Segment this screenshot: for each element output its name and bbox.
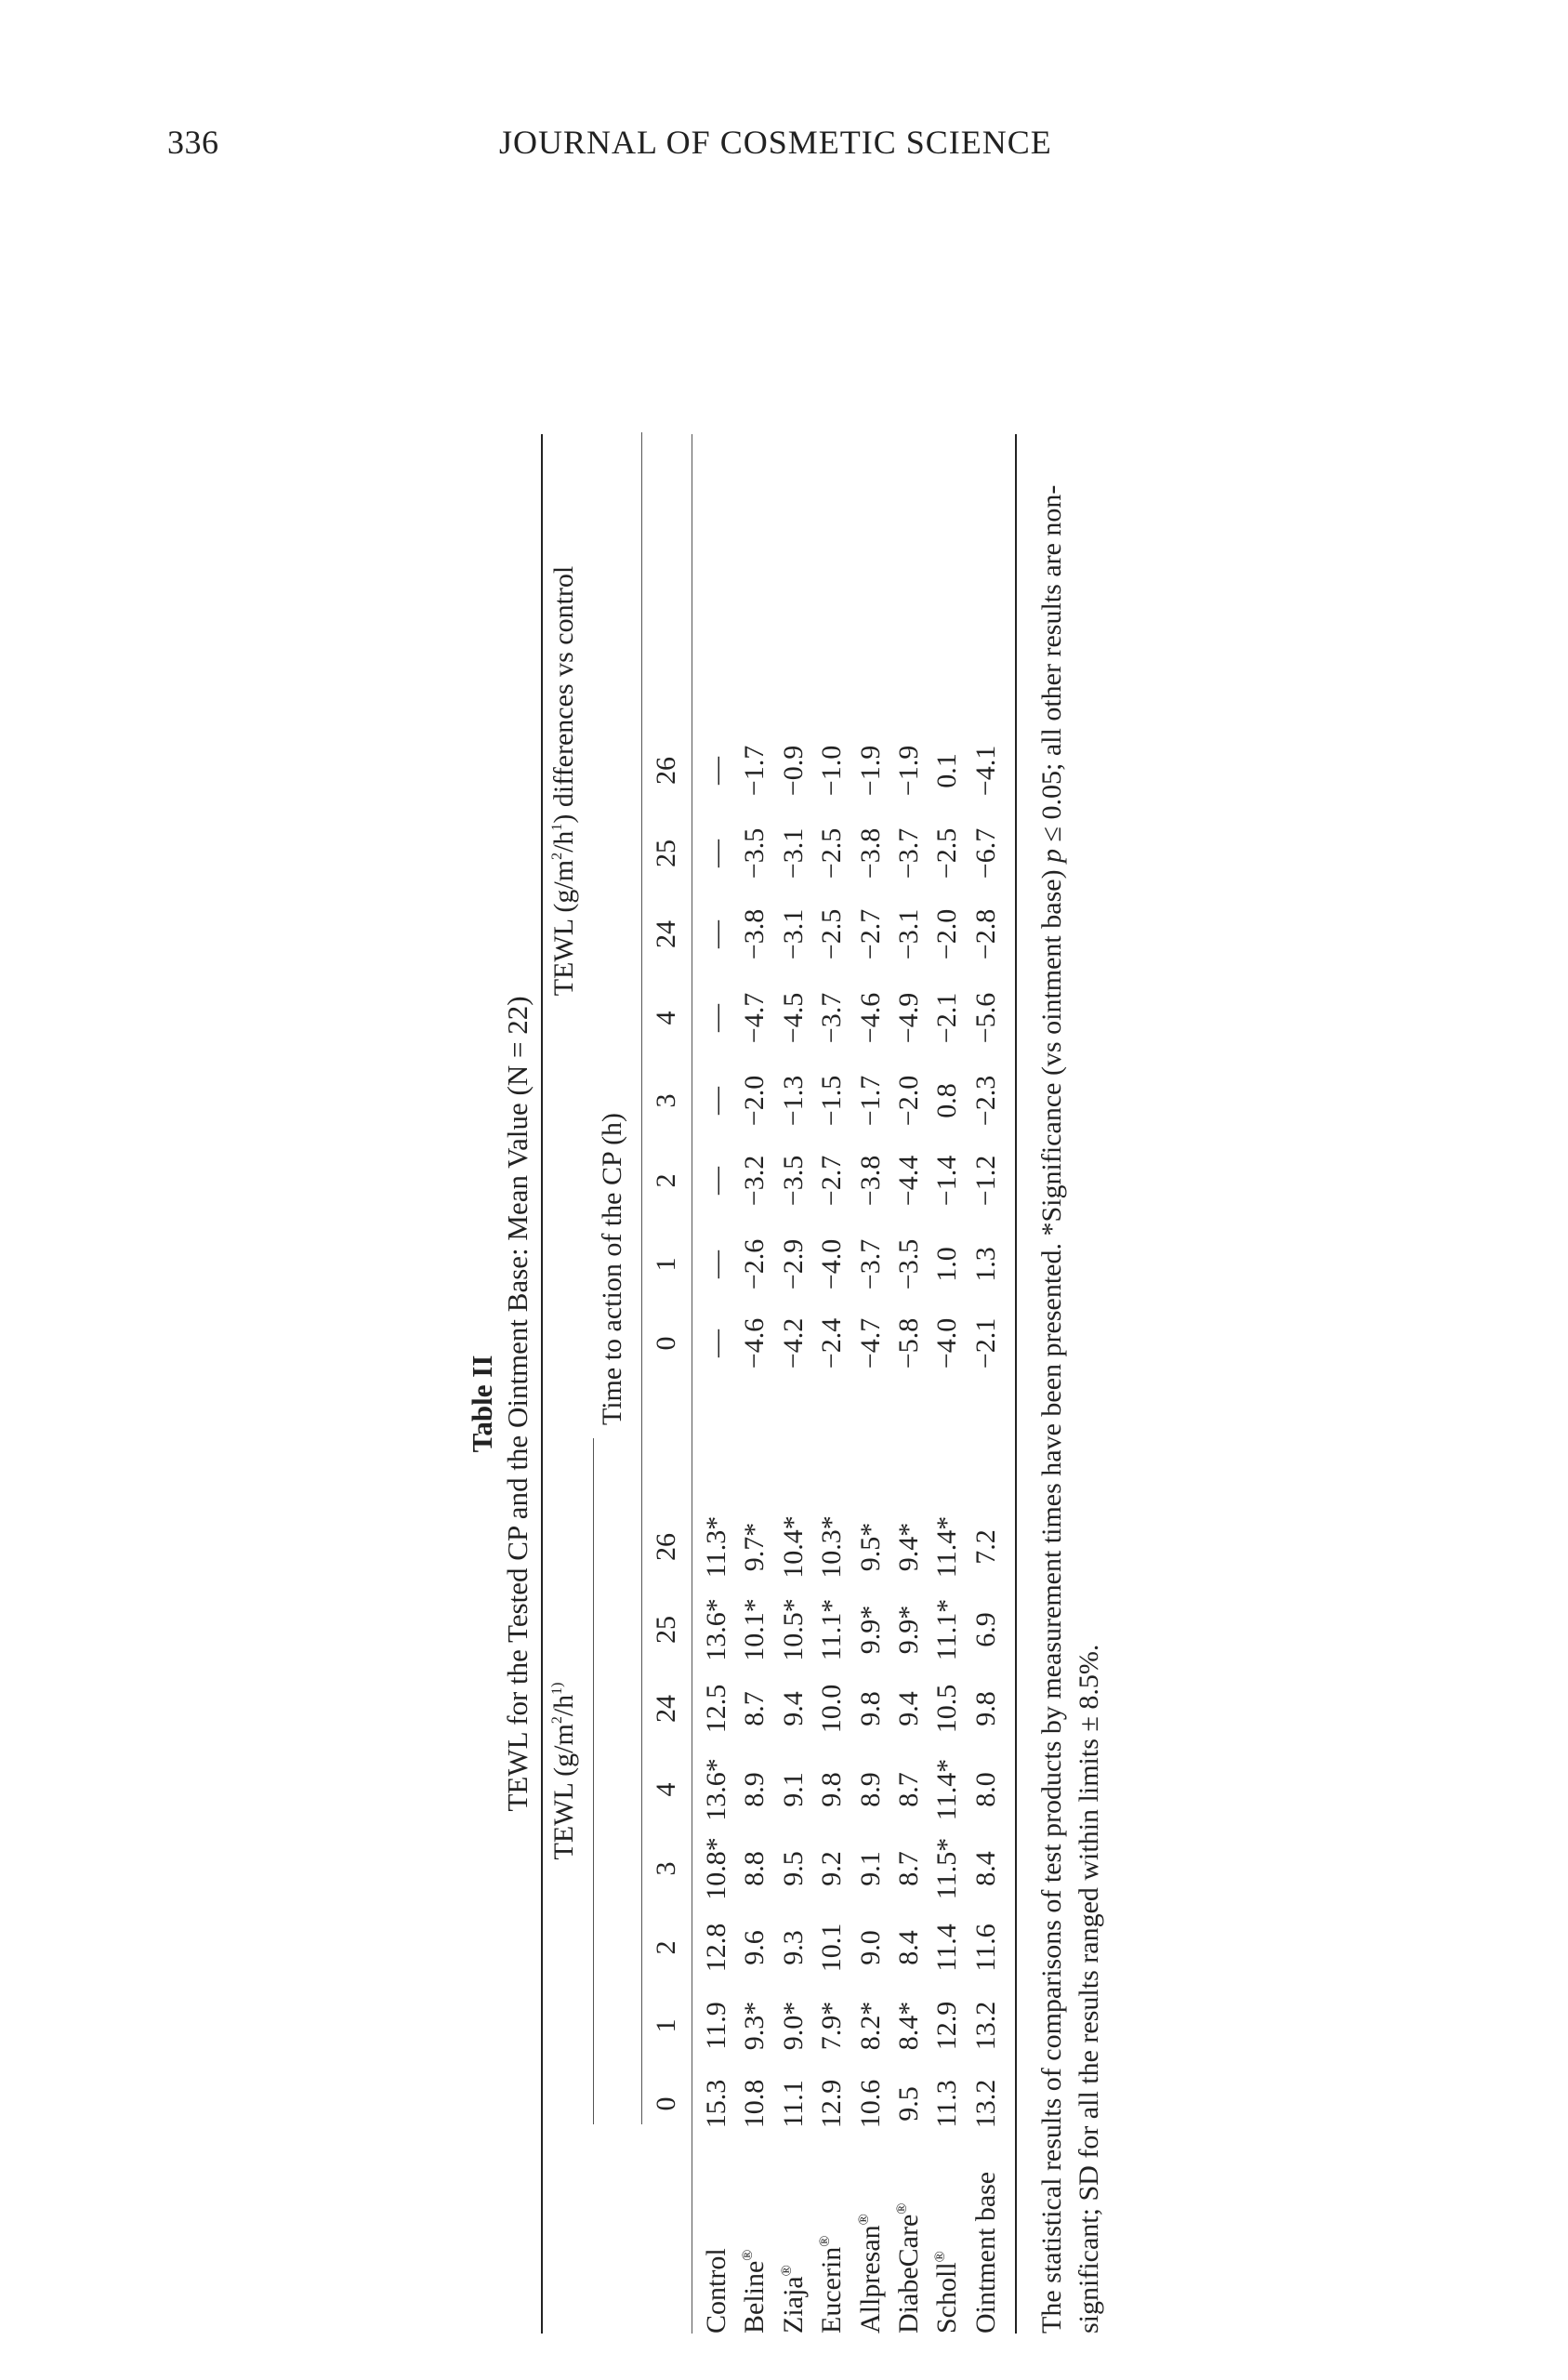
- tewl-cell: 9.1: [778, 1772, 809, 1807]
- diff-cell: −1.2: [970, 1155, 1001, 1207]
- tewl-cell: 10.1*: [739, 1598, 770, 1661]
- row-label: [931, 2251, 963, 2334]
- diff-cell: −2.3: [970, 1075, 1001, 1127]
- registered-mark: ®: [932, 2251, 948, 2263]
- tewl-cell: 9.2: [816, 1851, 847, 1886]
- tewl-cell: 10.0: [816, 1684, 847, 1734]
- diff-cell: −2.9: [778, 1238, 809, 1290]
- diff-cell: −2.5: [931, 827, 962, 879]
- tewl-cell: 8.4: [970, 1851, 1001, 1886]
- diff-time-header: 25: [651, 840, 681, 867]
- tewl-cell: 9.4: [893, 1691, 924, 1726]
- tewl-cell: 11.4*: [931, 1515, 962, 1579]
- tewl-time-header: 24: [651, 1695, 681, 1723]
- diff-cell: 0.8: [931, 1083, 962, 1118]
- diff-cell: —: [701, 1004, 731, 1032]
- registered-mark: ®: [817, 2235, 833, 2247]
- diff-time-header: 0: [651, 1336, 681, 1351]
- diff-time-header: 3: [651, 1093, 681, 1108]
- diff-cell: −2.4: [816, 1317, 847, 1369]
- tewl-cell: 9.3*: [739, 2001, 770, 2051]
- diff-cell: —: [701, 920, 731, 948]
- product-name: Ointment base: [970, 2171, 1001, 2334]
- tewl-cell: 8.7: [893, 1772, 924, 1807]
- diff-cell: −3.1: [778, 908, 809, 960]
- registered-mark: ®: [779, 2265, 795, 2277]
- tewl-cell: 9.8: [816, 1772, 847, 1807]
- table-note: The statistical results of comparisons of test products by measurement times have been presented. *Significance (vs ointment base) p ≤ 0.05; all other results are non-significant; SD for all the results ranged within limits ± 8.5%.: [1036, 484, 1104, 2334]
- product-name: Eucerin: [816, 2246, 847, 2334]
- tewl-cell: 10.5*: [778, 1598, 809, 1661]
- table-caption: [465, 428, 535, 2380]
- tewl-cell: 9.3: [778, 1930, 809, 1965]
- diff-cell: −2.1: [931, 992, 962, 1044]
- tewl-cell: 10.6: [855, 2079, 886, 2129]
- tewl-cell: 13.2: [970, 2079, 1001, 2129]
- diff-cell: —: [701, 757, 731, 785]
- diff-cell: −2.7: [855, 908, 886, 960]
- tewl-cell: 13.2: [970, 2001, 1001, 2051]
- diff-cell: −2.8: [970, 908, 1001, 960]
- diff-cell: 1.3: [970, 1247, 1001, 1282]
- tewl-cell: 11.5*: [931, 1837, 962, 1900]
- time-group-rule: [641, 432, 642, 2124]
- diff-cell: —: [701, 840, 731, 867]
- diff-cell: −3.1: [893, 908, 924, 960]
- tewl-cell: 9.1: [855, 1851, 886, 1886]
- tewl-cell: 8.7: [893, 1851, 924, 1886]
- tewl-cell: 9.0*: [778, 2001, 809, 2051]
- tewl-time-header: 1: [651, 2018, 681, 2033]
- registered-mark: ®: [740, 2249, 756, 2261]
- diff-cell: −2.0: [739, 1075, 770, 1127]
- tewl-cell: 8.4: [893, 1930, 924, 1965]
- rotated-table: [465, 428, 1431, 2380]
- tewl-cell: 9.9*: [893, 1605, 924, 1655]
- journal-title: JOURNAL OF COSMETIC SCIENCE: [499, 124, 1052, 161]
- table-top-rule: [541, 434, 543, 2334]
- tewl-cell: 7.9*: [816, 2001, 847, 2051]
- row-label: [739, 2250, 771, 2334]
- diff-cell: −4.2: [778, 1317, 809, 1369]
- tewl-cell: 11.3: [931, 2080, 962, 2128]
- tewl-cell: 10.1: [816, 1923, 847, 1973]
- diff-cell: −2.5: [816, 827, 847, 879]
- diff-cell: −3.1: [778, 827, 809, 879]
- row-label: [970, 2172, 1002, 2334]
- tewl-cell: 8.4*: [893, 2001, 924, 2051]
- diff-cell: −4.6: [739, 1317, 770, 1369]
- diff-cell: −0.9: [778, 745, 809, 797]
- tewl-cell: 8.2*: [855, 2001, 886, 2051]
- diff-cell: 1.0: [931, 1247, 962, 1282]
- tewl-cell: 13.6*: [701, 1598, 731, 1661]
- tewl-cell: 11.6: [970, 1924, 1001, 1972]
- diff-cell: −3.7: [855, 1238, 886, 1290]
- diff-cell: −6.7: [970, 827, 1001, 879]
- tewl-cell: 12.5: [701, 1684, 731, 1734]
- tewl-cell: 10.3*: [816, 1515, 847, 1579]
- tewl-cell: 11.9: [701, 2002, 731, 2050]
- tewl-cell: 11.1*: [931, 1598, 962, 1661]
- tewl-cell: 9.5: [778, 1851, 809, 1886]
- tewl-cell: 12.8: [701, 1923, 731, 1973]
- tewl-cell: 9.9*: [855, 1605, 886, 1655]
- diff-time-header: 2: [651, 1173, 681, 1188]
- tewl-cell: 11.4: [931, 1924, 962, 1972]
- diff-cell: −3.8: [855, 1155, 886, 1207]
- tewl-time-header: 0: [651, 2096, 681, 2111]
- product-name: Beline: [739, 2260, 770, 2334]
- tewl-cell: 8.9: [739, 1772, 770, 1807]
- tewl-cell: 11.4*: [931, 1758, 962, 1821]
- diff-cell: −4.9: [893, 992, 924, 1044]
- diff-cell: −1.7: [855, 1075, 886, 1127]
- row-label: [816, 2236, 848, 2334]
- diff-cell: −1.3: [778, 1075, 809, 1127]
- diff-cell: —: [701, 1167, 731, 1195]
- tewl-cell: 10.4*: [778, 1515, 809, 1579]
- tewl-cell: 11.1: [778, 2080, 809, 2128]
- tewl-cell: 8.8: [739, 1851, 770, 1886]
- diff-cell: −3.7: [893, 827, 924, 879]
- diff-cell: −2.6: [739, 1238, 770, 1290]
- diff-cell: −2.1: [970, 1317, 1001, 1369]
- tewl-time-header: 25: [651, 1616, 681, 1644]
- table-bottom-rule: [1015, 434, 1017, 2334]
- diff-cell: —: [701, 1087, 731, 1115]
- time-group-header: Time to action of the CP (h): [597, 1112, 627, 1426]
- page-number: 336: [167, 124, 219, 161]
- diff-cell: −3.5: [739, 827, 770, 879]
- diff-cell: −4.0: [931, 1317, 962, 1369]
- diff-cell: −1.9: [855, 745, 886, 797]
- tewl-cell: 9.8: [970, 1691, 1001, 1726]
- tewl-time-header: 3: [651, 1861, 681, 1876]
- diff-cell: −3.5: [893, 1238, 924, 1290]
- registered-mark: ®: [894, 2202, 910, 2215]
- diff-cell: −1.0: [816, 745, 847, 797]
- diff-cell: —: [701, 1329, 731, 1357]
- diff-cell: −3.2: [739, 1155, 770, 1207]
- row-label: [893, 2203, 925, 2334]
- tewl-time-header: 2: [651, 1940, 681, 1955]
- diff-cell: −4.7: [855, 1317, 886, 1369]
- diff-cell: −5.8: [893, 1317, 924, 1369]
- diff-time-header: 26: [651, 757, 681, 785]
- tewl-cell: 9.5: [893, 2086, 924, 2122]
- product-name: DiabeCare: [893, 2214, 924, 2334]
- tewl-cell: 9.5*: [855, 1522, 886, 1572]
- tewl-time-header: 4: [651, 1782, 681, 1797]
- tewl-cell: 13.6*: [701, 1758, 731, 1821]
- diff-cell: −4.5: [778, 992, 809, 1044]
- table-label: Table II: [466, 1355, 498, 1453]
- tewl-cell: 8.9: [855, 1772, 886, 1807]
- product-name: Ziaja: [778, 2276, 809, 2334]
- diff-cell: −1.9: [893, 745, 924, 797]
- tewl-time-header: 26: [651, 1533, 681, 1561]
- tewl-cell: 15.3: [701, 2079, 731, 2129]
- diff-cell: −2.0: [893, 1075, 924, 1127]
- row-label: [778, 2265, 810, 2334]
- diff-cell: −5.6: [970, 992, 1001, 1044]
- diff-cell: 0.1: [931, 753, 962, 788]
- tewl-cell: 9.7*: [739, 1522, 770, 1572]
- tewl-cell: 9.4: [778, 1691, 809, 1726]
- diff-cell: —: [701, 1250, 731, 1278]
- product-name: Control: [701, 2248, 731, 2334]
- diff-group-header: TEWL $(g/m^2/h^1)$ differences vs control: [548, 565, 579, 997]
- diff-cell: −2.5: [816, 908, 847, 960]
- product-name: Scholl: [931, 2262, 962, 2334]
- tewl-cell: 8.0: [970, 1772, 1001, 1807]
- product-name: Allpresan: [855, 2225, 886, 2334]
- diff-cell: −4.4: [893, 1155, 924, 1207]
- tewl-cell: 9.4*: [893, 1522, 924, 1572]
- tewl-cell: 10.5: [931, 1684, 962, 1734]
- diff-cell: −3.8: [739, 908, 770, 960]
- tewl-cell: 9.0: [855, 1930, 886, 1965]
- tewl-cell: 9.6: [739, 1930, 770, 1965]
- diff-cell: −1.4: [931, 1155, 962, 1207]
- diff-cell: −4.7: [739, 992, 770, 1044]
- tewl-cell: 8.7: [739, 1691, 770, 1726]
- tewl-cell: 11.1*: [816, 1598, 847, 1661]
- tewl-cell: 7.2: [970, 1529, 1001, 1565]
- tewl-group-rule: [593, 1438, 594, 2124]
- diff-cell: −4.1: [970, 745, 1001, 797]
- tewl-cell: 9.8: [855, 1691, 886, 1726]
- tewl-cell: 10.8*: [701, 1837, 731, 1900]
- diff-time-header: 24: [651, 920, 681, 948]
- tewl-cell: 11.3*: [701, 1515, 731, 1579]
- table-title: TEWL for the Tested CP and the Ointment Base: Mean Value (N = 22): [501, 996, 534, 1812]
- diff-time-header: 4: [651, 1011, 681, 1025]
- registered-mark: ®: [856, 2214, 872, 2226]
- diff-cell: −4.6: [855, 992, 886, 1044]
- row-label: [701, 2248, 732, 2334]
- tewl-group-header: TEWL ($g/m^2/h^{1)}$: [548, 1682, 579, 1860]
- tewl-cell: 12.9: [816, 2079, 847, 2129]
- diff-cell: −1.5: [816, 1075, 847, 1127]
- diff-cell: −2.7: [816, 1155, 847, 1207]
- diff-cell: −3.8: [855, 827, 886, 879]
- diff-time-header: 1: [651, 1257, 681, 1272]
- diff-cell: −3.5: [778, 1155, 809, 1207]
- tewl-cell: 10.8: [739, 2079, 770, 2129]
- diff-cell: −2.0: [931, 908, 962, 960]
- diff-cell: −3.7: [816, 992, 847, 1044]
- tewl-cell: 6.9: [970, 1612, 1001, 1647]
- diff-cell: −4.0: [816, 1238, 847, 1290]
- row-label: [855, 2214, 887, 2334]
- tewl-cell: 12.9: [931, 2001, 962, 2051]
- diff-cell: −1.7: [739, 745, 770, 797]
